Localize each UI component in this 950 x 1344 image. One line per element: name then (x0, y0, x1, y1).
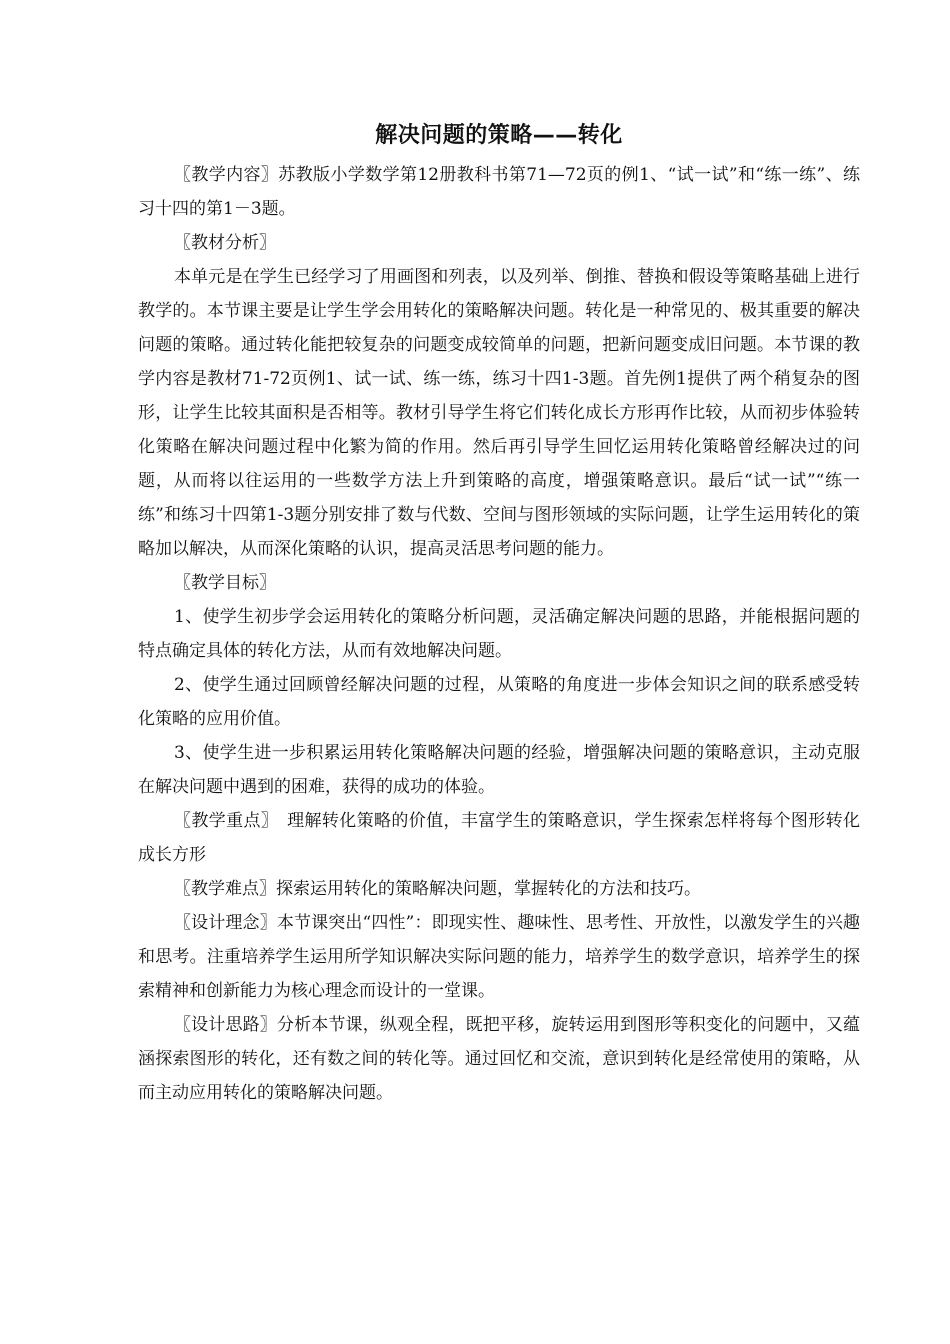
section-key-points (138, 804, 860, 872)
document-page (138, 118, 860, 1110)
objective-item-3 (138, 736, 860, 804)
section-text: 理解转化策略的价值，丰富学生的策略意识，学生探索怎样将每个图形转化成长方形 (138, 811, 861, 865)
objective-item-2 (138, 668, 860, 736)
section-design-concept (138, 906, 860, 1008)
section-text: 探索运用转化的策略解决问题，掌握转化的方法和技巧。 (276, 879, 701, 899)
section-tag: 〖教学目标〗 (174, 573, 276, 593)
section-text: 本单元是在学生已经学习了用画图和列表，以及列举、倒推、替换和假设等策略基础上进行教学的。本节课主要是让学生学会用转化的策略解决问题。转化是一种常见的、极其重要的解决问题的策略。通过转化能把较复杂的问题变成较简单的问题，把新问题变成旧问题。本节课的教学内容是教材71-72页例1、试一试、练一练，练习十四1-3题。首先例1提供了两个稍复杂的图形，让学生比较其面积是否相等。教材引导学生将它们转化成长方形再作比较，从而初步体验转化策略在解决问题过程中化繁为简的作用。然后再引导学生回忆运用转化策略曾经解决过的问题，从而将以往运用的一些数学方法上升到策略的高度，增强策略意识。最后“试一试”“练一练”和练习十四第1-3题分别安排了数与代数、空间与图形领域的实际问题，让学生运用转化的策略加以解决，从而深化策略的认识，提高灵活思考问题的能力。 (138, 267, 860, 559)
section-text: 苏教版小学数学第12册教科书第71—72页的例1、“试一试”和“练一练”、练习十四的第1－3题。 (138, 165, 860, 219)
section-tag: 〖教学内容〗 (174, 165, 279, 185)
section-teaching-content (138, 158, 860, 226)
section-tag: 〖教学重点〗 (174, 811, 270, 831)
section-objectives-heading (138, 566, 860, 600)
section-text: 本节课突出“四性”：即现实性、趣味性、思考性、开放性，以激发学生的兴趣和思考。注重培养学生运用所学知识解决实际问题的能力，培养学生的数学意识，培养学生的探索精神和创新能力为核心理念而设计的一堂课。 (138, 913, 860, 1001)
section-difficulties (138, 872, 860, 906)
section-design-idea (138, 1008, 860, 1110)
section-text: 3、使学生进一步积累运用转化策略解决问题的经验，增强解决问题的策略意识，主动克服在解决问题中遇到的困难，获得的成功的体验。 (138, 743, 860, 797)
section-tag: 〖教学难点〗 (174, 879, 276, 899)
section-tag: 〖设计思路〗 (174, 1015, 277, 1035)
section-text: 2、使学生通过回顾曾经解决问题的过程，从策略的角度进一步体会知识之间的联系感受转化策略的应用价值。 (138, 675, 860, 729)
section-tag: 〖教材分析〗 (174, 233, 276, 253)
section-text: 分析本节课，纵观全程，既把平移，旋转运用到图形等积变化的问题中，又蕴涵探索图形的转化，还有数之间的转化等。通过回忆和交流，意识到转化是经常使用的策略，从而主动应用转化的策略解决问题。 (138, 1015, 861, 1103)
section-tag: 〖设计理念〗 (174, 913, 277, 933)
section-material-analysis-body (138, 260, 860, 566)
objective-item-1 (138, 600, 860, 668)
document-title: 解决问题的策略——转化 (375, 123, 623, 148)
section-text: 1、使学生初步学会运用转化的策略分析问题，灵活确定解决问题的思路，并能根据问题的特点确定具体的转化方法，从而有效地解决问题。 (138, 607, 860, 661)
section-material-analysis-heading (138, 226, 860, 260)
